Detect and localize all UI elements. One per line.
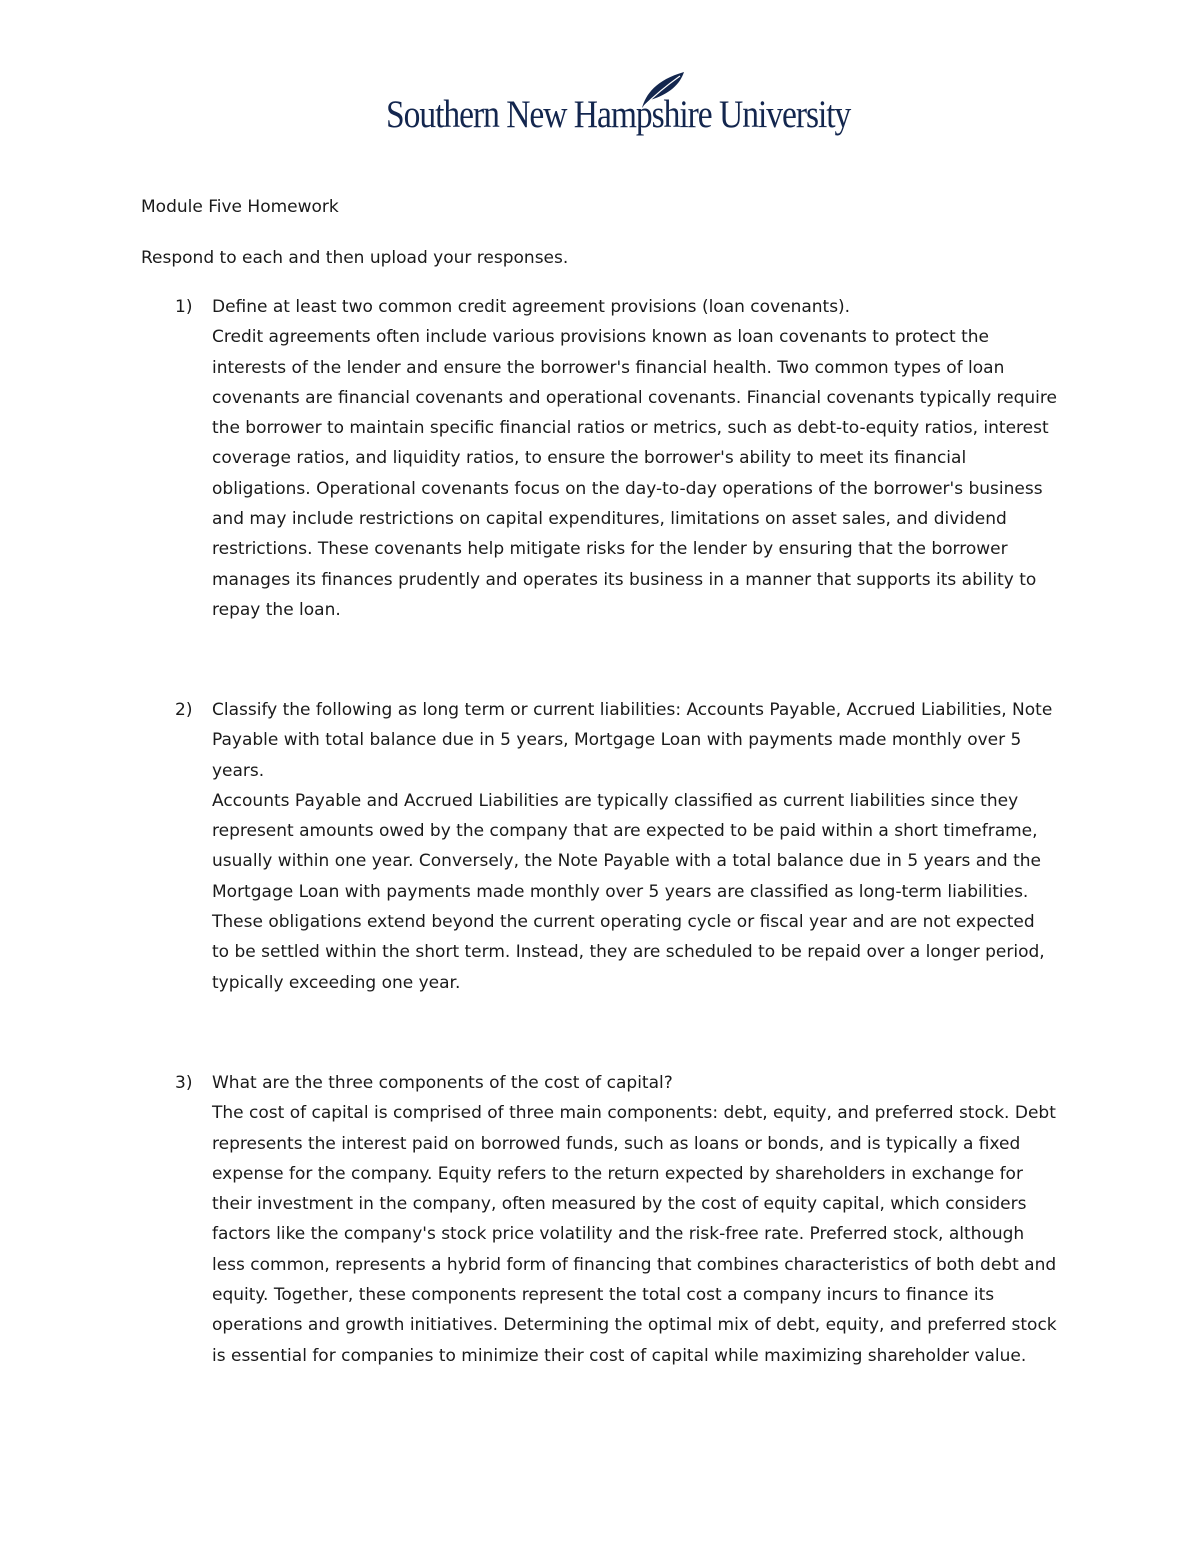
- list-item: [141, 695, 1061, 998]
- item-number: 1): [175, 297, 193, 317]
- university-logo: [386, 70, 851, 140]
- question-text: What are the three components of the cost of capital?: [212, 1073, 673, 1093]
- document-title: Module Five Homework: [141, 197, 339, 217]
- question-text: Define at least two common credit agreement provisions (loan covenants).: [212, 297, 851, 317]
- item-number: 3): [175, 1073, 193, 1093]
- logo-wordmark: Southern New Hampshire University: [386, 93, 851, 136]
- list-item: [141, 1068, 1061, 1371]
- question-text: Classify the following as long term or current liabilities: Accounts Payable, Accrued Liabilities, Note Payable with total balance due in 5 years, Mortgage Loan with payments made monthly over 5 years.: [212, 700, 1053, 781]
- list-item: [141, 292, 1061, 625]
- item-number: 2): [175, 700, 193, 720]
- document-instructions: Respond to each and then upload your responses.: [141, 248, 569, 268]
- answer-text: Credit agreements often include various provisions known as loan covenants to protect the interests of the lender and ensure the borrower's financial health. Two common types of loan covenants are financial covenants and operational covenants. Financial covenants typically require the borrower to maintain specific financial ratios or metrics, such as debt-to-equity ratios, interest coverage ratios, and liquidity ratios, to ensure the borrower's ability to meet its financial obligations. Operational covenants focus on the day-to-day operations of the borrower's business and may include restrictions on capital expenditures, limitations on asset sales, and dividend restrictions. These covenants help mitigate risks for the lender by ensuring that the borrower manages its finances prudently and operates its business in a manner that supports its ability to repay the loan.: [212, 327, 1057, 620]
- answer-text: The cost of capital is comprised of three main components: debt, equity, and preferred stock. Debt represents the interest paid on borrowed funds, such as loans or bonds, and is typically a fixed expense for the company. Equity refers to the return expected by shareholders in exchange for their investment in the company, often measured by the cost of equity capital, which considers factors like the company's stock price volatility and the risk-free rate. Preferred stock, although less common, represents a hybrid form of financing that combines characteristics of both debt and equity. Together, these components represent the total cost a company incurs to finance its operations and growth initiatives. Determining the optimal mix of debt, equity, and preferred stock is essential for companies to minimize their cost of capital while maximizing shareholder value.: [212, 1103, 1057, 1366]
- answer-text: Accounts Payable and Accrued Liabilities are typically classified as current liabilities since they represent amounts owed by the company that are expected to be paid within a short timeframe, usually within one year. Conversely, the Note Payable with a total balance due in 5 years and the Mortgage Loan with payments made monthly over 5 years are classified as long-term liabilities. These obligations extend beyond the current operating cycle or fiscal year and are not expected to be settled within the short term. Instead, they are scheduled to be repaid over a longer period, typically exceeding one year.: [212, 790, 1045, 993]
